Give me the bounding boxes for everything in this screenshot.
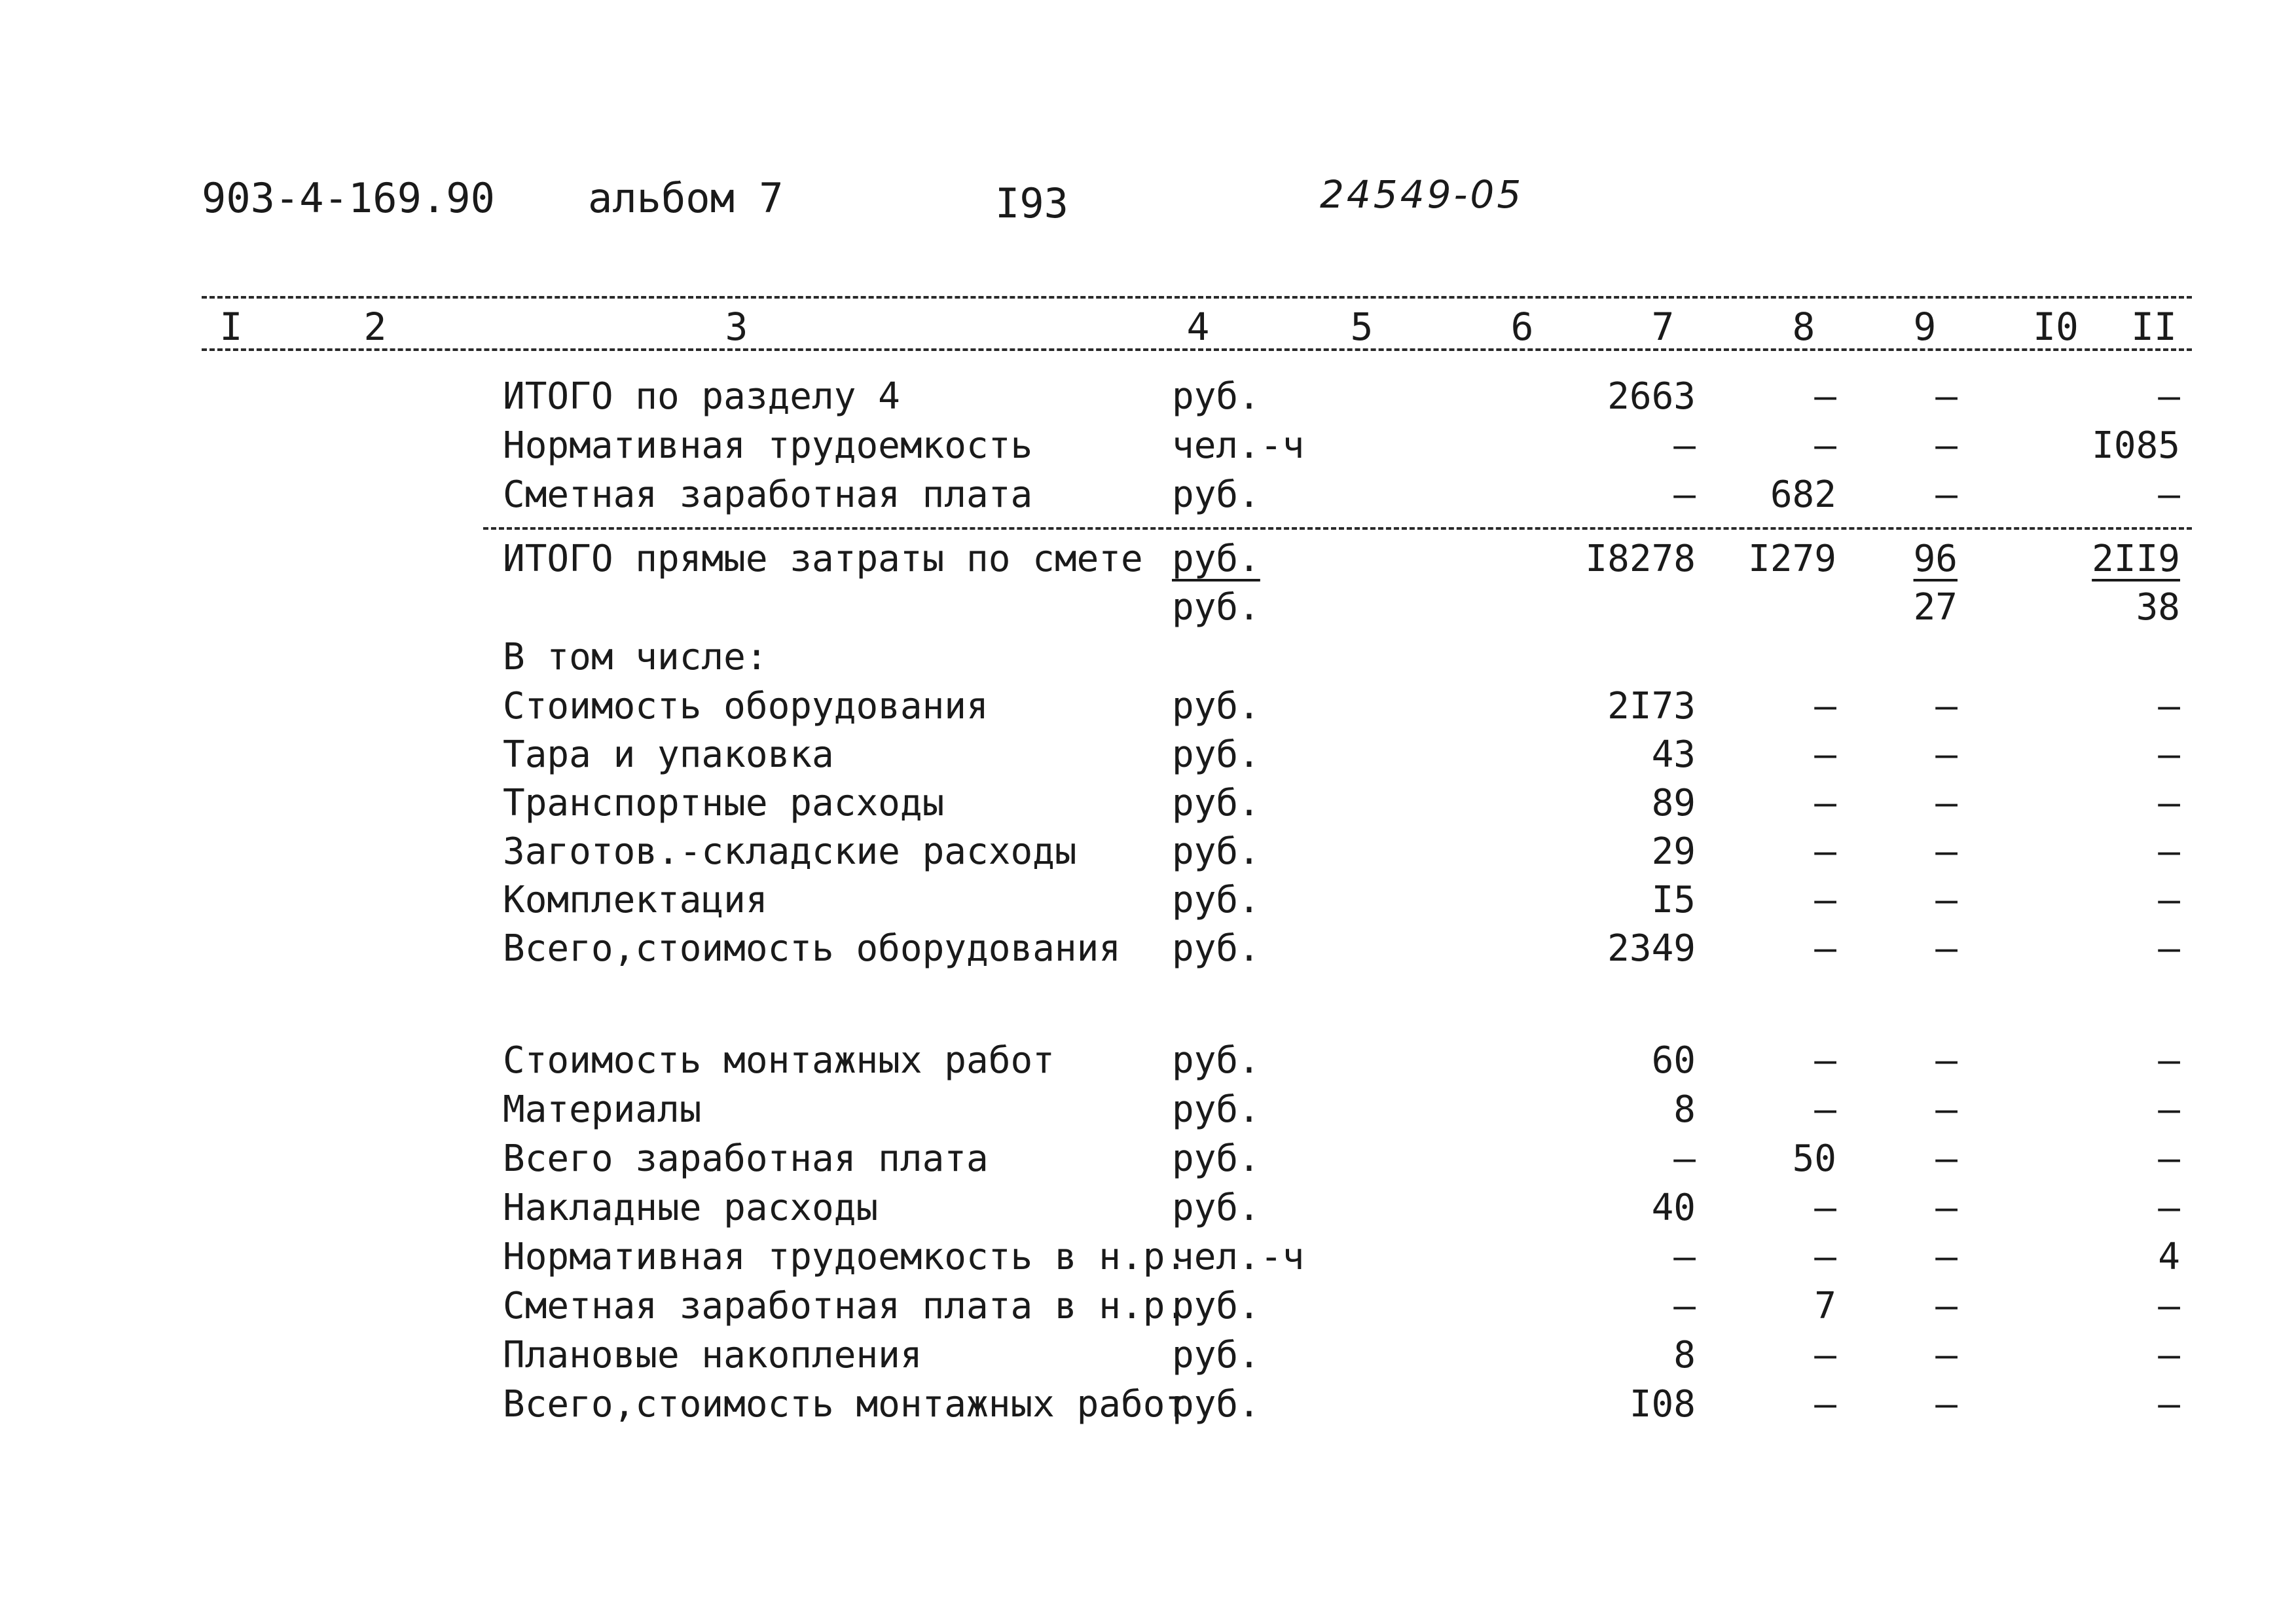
row-col8: –	[1814, 1236, 1836, 1278]
row-col9: –	[1935, 375, 1958, 418]
row-label: Всего,стоимость оборудования	[503, 927, 1121, 970]
row-unit: руб.	[1172, 1039, 1260, 1082]
column-number-9: 9	[1913, 304, 1937, 349]
row-col8: –	[1814, 424, 1836, 467]
row-label: Нормативная трудоемкость в н.р.	[503, 1236, 1188, 1278]
table-row	[0, 1383, 2296, 1436]
row-col7: –	[1673, 473, 1696, 516]
row-col7: 29	[1651, 830, 1696, 873]
column-number-1: I	[219, 304, 243, 349]
row-col8: 50	[1792, 1137, 1836, 1180]
row-label: Сметная заработная плата в н.р.	[503, 1285, 1188, 1327]
row-unit: руб.	[1172, 1285, 1260, 1327]
row-label: Стоимость оборудования	[503, 685, 989, 728]
table-row	[0, 473, 2296, 526]
row-col8: –	[1814, 375, 1836, 418]
row-col9: 27	[1913, 586, 1958, 629]
column-number-5: 5	[1350, 304, 1374, 349]
row-col9: –	[1935, 927, 1958, 970]
row-col11: –	[2158, 1383, 2180, 1426]
row-col11: –	[2158, 1088, 2180, 1131]
row-col8: –	[1814, 1334, 1836, 1376]
row-col8: –	[1814, 733, 1836, 776]
row-unit: руб.	[1172, 538, 1260, 580]
row-col8: I279	[1748, 538, 1836, 580]
row-col11: 38	[2136, 586, 2180, 629]
row-label: В том числе:	[503, 636, 768, 678]
row-label: ИТОГО по разделу 4	[503, 375, 900, 418]
row-col9: –	[1935, 1039, 1958, 1082]
row-col11: –	[2158, 1285, 2180, 1327]
row-col8: 682	[1770, 473, 1836, 516]
row-label: Транспортные расходы	[503, 782, 945, 824]
row-col11: –	[2158, 830, 2180, 873]
row-col9: –	[1935, 782, 1958, 824]
row-label: Сметная заработная плата	[503, 473, 1033, 516]
row-col11: –	[2158, 733, 2180, 776]
row-unit: руб.	[1172, 1334, 1260, 1376]
table-row	[0, 782, 2296, 835]
row-unit: чел.-ч	[1172, 1236, 1305, 1278]
row-col8: –	[1814, 1088, 1836, 1131]
row-unit: руб.	[1172, 879, 1260, 921]
row-col7: 8	[1673, 1088, 1696, 1131]
row-col7: –	[1673, 424, 1696, 467]
row-col9: –	[1935, 1088, 1958, 1131]
document-code: 903-4-169.90	[202, 174, 495, 222]
row-col11: I085	[2092, 424, 2180, 467]
row-unit: руб.	[1172, 830, 1260, 873]
column-number-8: 8	[1792, 304, 1815, 349]
row-col8: –	[1814, 830, 1836, 873]
row-col11: –	[2158, 1137, 2180, 1180]
row-col9: –	[1935, 424, 1958, 467]
row-col7: –	[1673, 1137, 1696, 1180]
row-col7: –	[1673, 1236, 1696, 1278]
row-col11: –	[2158, 1334, 2180, 1376]
row-col7: 43	[1651, 733, 1696, 776]
table-row	[0, 1187, 2296, 1240]
row-col9: –	[1935, 830, 1958, 873]
row-col8: –	[1814, 1383, 1836, 1426]
table-row	[0, 1039, 2296, 1092]
album-label: альбом 7	[588, 174, 784, 222]
row-unit: руб.	[1172, 1137, 1260, 1180]
table-row	[0, 1334, 2296, 1387]
table-row	[0, 733, 2296, 786]
row-col7: I5	[1651, 879, 1696, 921]
row-col7: 2349	[1607, 927, 1696, 970]
row-col8: –	[1814, 927, 1836, 970]
row-unit: руб.	[1172, 1383, 1260, 1426]
row-col11: –	[2158, 927, 2180, 970]
row-unit: руб.	[1172, 927, 1260, 970]
row-col11: –	[2158, 879, 2180, 921]
section-divider	[483, 527, 2192, 530]
row-col7: I08	[1629, 1383, 1696, 1426]
row-col7: 89	[1651, 782, 1696, 824]
row-col7: I8278	[1585, 538, 1696, 580]
column-number-2: 2	[363, 304, 387, 349]
column-number-6: 6	[1510, 304, 1534, 349]
row-col8: 7	[1814, 1285, 1836, 1327]
row-col8: –	[1814, 1039, 1836, 1082]
table-row	[0, 1285, 2296, 1338]
table-row	[0, 685, 2296, 738]
row-unit: чел.-ч	[1172, 424, 1305, 467]
row-col9: –	[1935, 1137, 1958, 1180]
row-col9: –	[1935, 733, 1958, 776]
row-col8: –	[1814, 879, 1836, 921]
row-col9: 96	[1913, 538, 1958, 580]
row-col11: –	[2158, 1187, 2180, 1229]
row-col7: 8	[1673, 1334, 1696, 1376]
table-row	[0, 375, 2296, 428]
row-col9: –	[1935, 1285, 1958, 1327]
column-number-10: I0	[2033, 304, 2079, 349]
row-label: Стоимость монтажных работ	[503, 1039, 1055, 1082]
row-col7: 2663	[1607, 375, 1696, 418]
row-label: Тара и упаковка	[503, 733, 834, 776]
row-label: Всего заработная плата	[503, 1137, 989, 1180]
table-row	[0, 636, 2296, 689]
row-col9: –	[1935, 1187, 1958, 1229]
row-col9: –	[1935, 685, 1958, 728]
row-col7: –	[1673, 1285, 1696, 1327]
row-unit: руб.	[1172, 1187, 1260, 1229]
header-top-rule	[202, 296, 2192, 299]
row-col11: –	[2158, 1039, 2180, 1082]
column-number-4: 4	[1186, 304, 1210, 349]
row-col11: –	[2158, 782, 2180, 824]
table-row	[0, 1236, 2296, 1289]
row-label: Накладные расходы	[503, 1187, 879, 1229]
header-bottom-rule	[202, 348, 2192, 351]
row-col9: –	[1935, 1334, 1958, 1376]
row-col11: –	[2158, 375, 2180, 418]
row-col8: –	[1814, 685, 1836, 728]
row-col9: –	[1935, 1383, 1958, 1426]
row-col11: –	[2158, 685, 2180, 728]
row-unit: руб.	[1172, 375, 1260, 418]
column-number-7: 7	[1651, 304, 1675, 349]
row-label: Плановые накопления	[503, 1334, 922, 1376]
inventory-number: 24549-05	[1320, 172, 1524, 217]
row-col9: –	[1935, 1236, 1958, 1278]
row-col7: 2I73	[1607, 685, 1696, 728]
row-label: Нормативная трудоемкость	[503, 424, 1033, 467]
row-col7: 60	[1651, 1039, 1696, 1082]
table-row	[0, 927, 2296, 980]
row-col9: –	[1935, 473, 1958, 516]
row-unit: руб.	[1172, 586, 1260, 629]
row-unit: руб.	[1172, 782, 1260, 824]
table-row	[0, 1137, 2296, 1190]
row-col11: –	[2158, 473, 2180, 516]
row-label: Всего,стоимость монтажных работ	[503, 1383, 1188, 1426]
row-label: ИТОГО прямые затраты по смете	[503, 538, 1143, 580]
sheet-number: I93	[995, 179, 1068, 227]
table-row	[0, 538, 2296, 591]
table-row	[0, 879, 2296, 932]
table-row	[0, 1088, 2296, 1141]
row-unit: руб.	[1172, 1088, 1260, 1131]
row-col8: –	[1814, 1187, 1836, 1229]
row-unit: руб.	[1172, 733, 1260, 776]
row-label: Материалы	[503, 1088, 702, 1131]
row-col7: 40	[1651, 1187, 1696, 1229]
row-label: Комплектация	[503, 879, 768, 921]
table-row	[0, 424, 2296, 477]
row-unit: руб.	[1172, 685, 1260, 728]
column-number-11: II	[2131, 304, 2177, 349]
row-col9: –	[1935, 879, 1958, 921]
row-col11: 2II9	[2092, 538, 2180, 580]
table-row	[0, 586, 2296, 639]
row-col8: –	[1814, 782, 1836, 824]
column-number-3: 3	[725, 304, 748, 349]
table-row	[0, 830, 2296, 883]
row-label: Заготов.-складские расходы	[503, 830, 1077, 873]
row-unit: руб.	[1172, 473, 1260, 516]
row-col11: 4	[2158, 1236, 2180, 1278]
